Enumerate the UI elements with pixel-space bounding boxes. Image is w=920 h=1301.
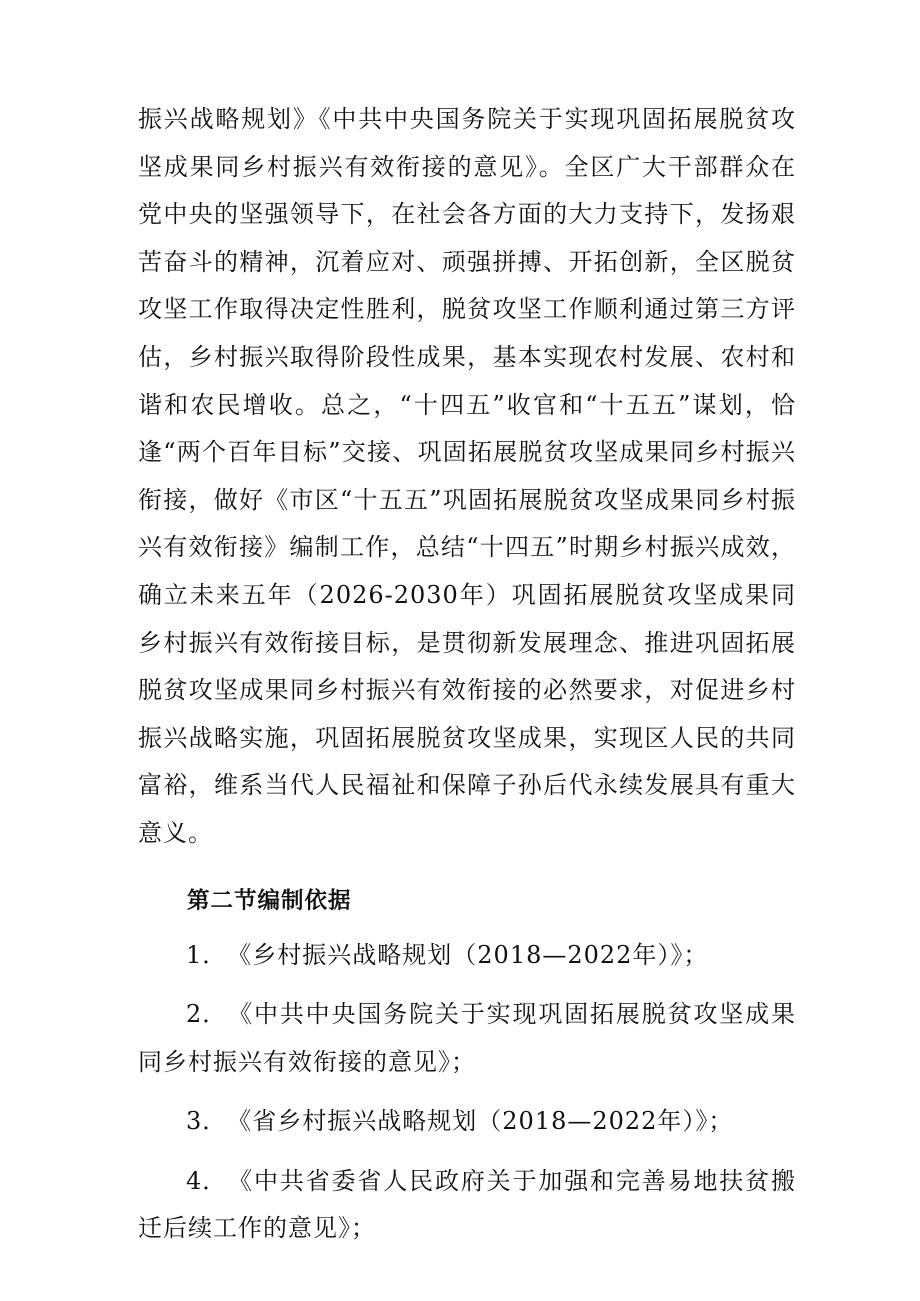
basis-item-text: 《省乡村振兴战略规划（2018—2022年）》； [227,1107,734,1136]
basis-item-number: 1． [186,940,228,969]
basis-item-4 [138,1158,796,1253]
basis-item-number: 3． [186,1107,228,1136]
basis-list [138,932,796,1254]
basis-item-number: 4． [186,1166,228,1195]
body-paragraph: 振兴战略规划》《中共中央国务院关于实现巩固拓展脱贫攻坚成果同乡村振兴有效衔接的意见》。全区广大干部群众在党中央的坚强领导下，在社会各方面的大力支持下，发扬艰苦奋斗的精神，沉着应对、顽强拼搏、开拓创新，全区脱贫攻坚工作取得决定性胜利，脱贫攻坚工作顺利通过第三方评估，乡村振兴取得阶段性成果，基本实现农村发展、农村和谐和农民增收。总之，“十四五”收官和“十五五”谋划，恰逢“两个百年目标”交接、巩固拓展脱贫攻坚成果同乡村振兴衔接，做好《市区“十五五”巩固拓展脱贫攻坚成果同乡村振兴有效衔接》编制工作，总结“十四五”时期乡村振兴成效，确立未来五年（2026-2030年）巩固拓展脱贫攻坚成果同乡村振兴有效衔接目标，是贯彻新发展理念、推进巩固拓展脱贫攻坚成果同乡村振兴有效衔接的必然要求，对促进乡村振兴战略实施，巩固拓展脱贫攻坚成果，实现区人民的共同富裕，维系当代人民福祉和保障子孙后代永续发展具有重大意义。 [138,105,796,847]
basis-item-number: 2． [186,1000,228,1029]
basis-item-2 [138,991,796,1086]
basis-item-1 [138,932,796,980]
basis-item-3 [138,1098,796,1146]
section-title: 第二节编制依据 [187,887,352,914]
basis-item-text: 《中共中央国务院关于实现巩固拓展脱贫攻坚成果同乡村振兴有效衔接的意见》； [138,1000,796,1076]
basis-item-text: 《中共省委省人民政府关于加强和完善易地扶贫搬迁后续工作的意见》； [138,1166,796,1243]
basis-item-text: 《乡村振兴战略规划（2018—2022年）》； [227,940,709,969]
